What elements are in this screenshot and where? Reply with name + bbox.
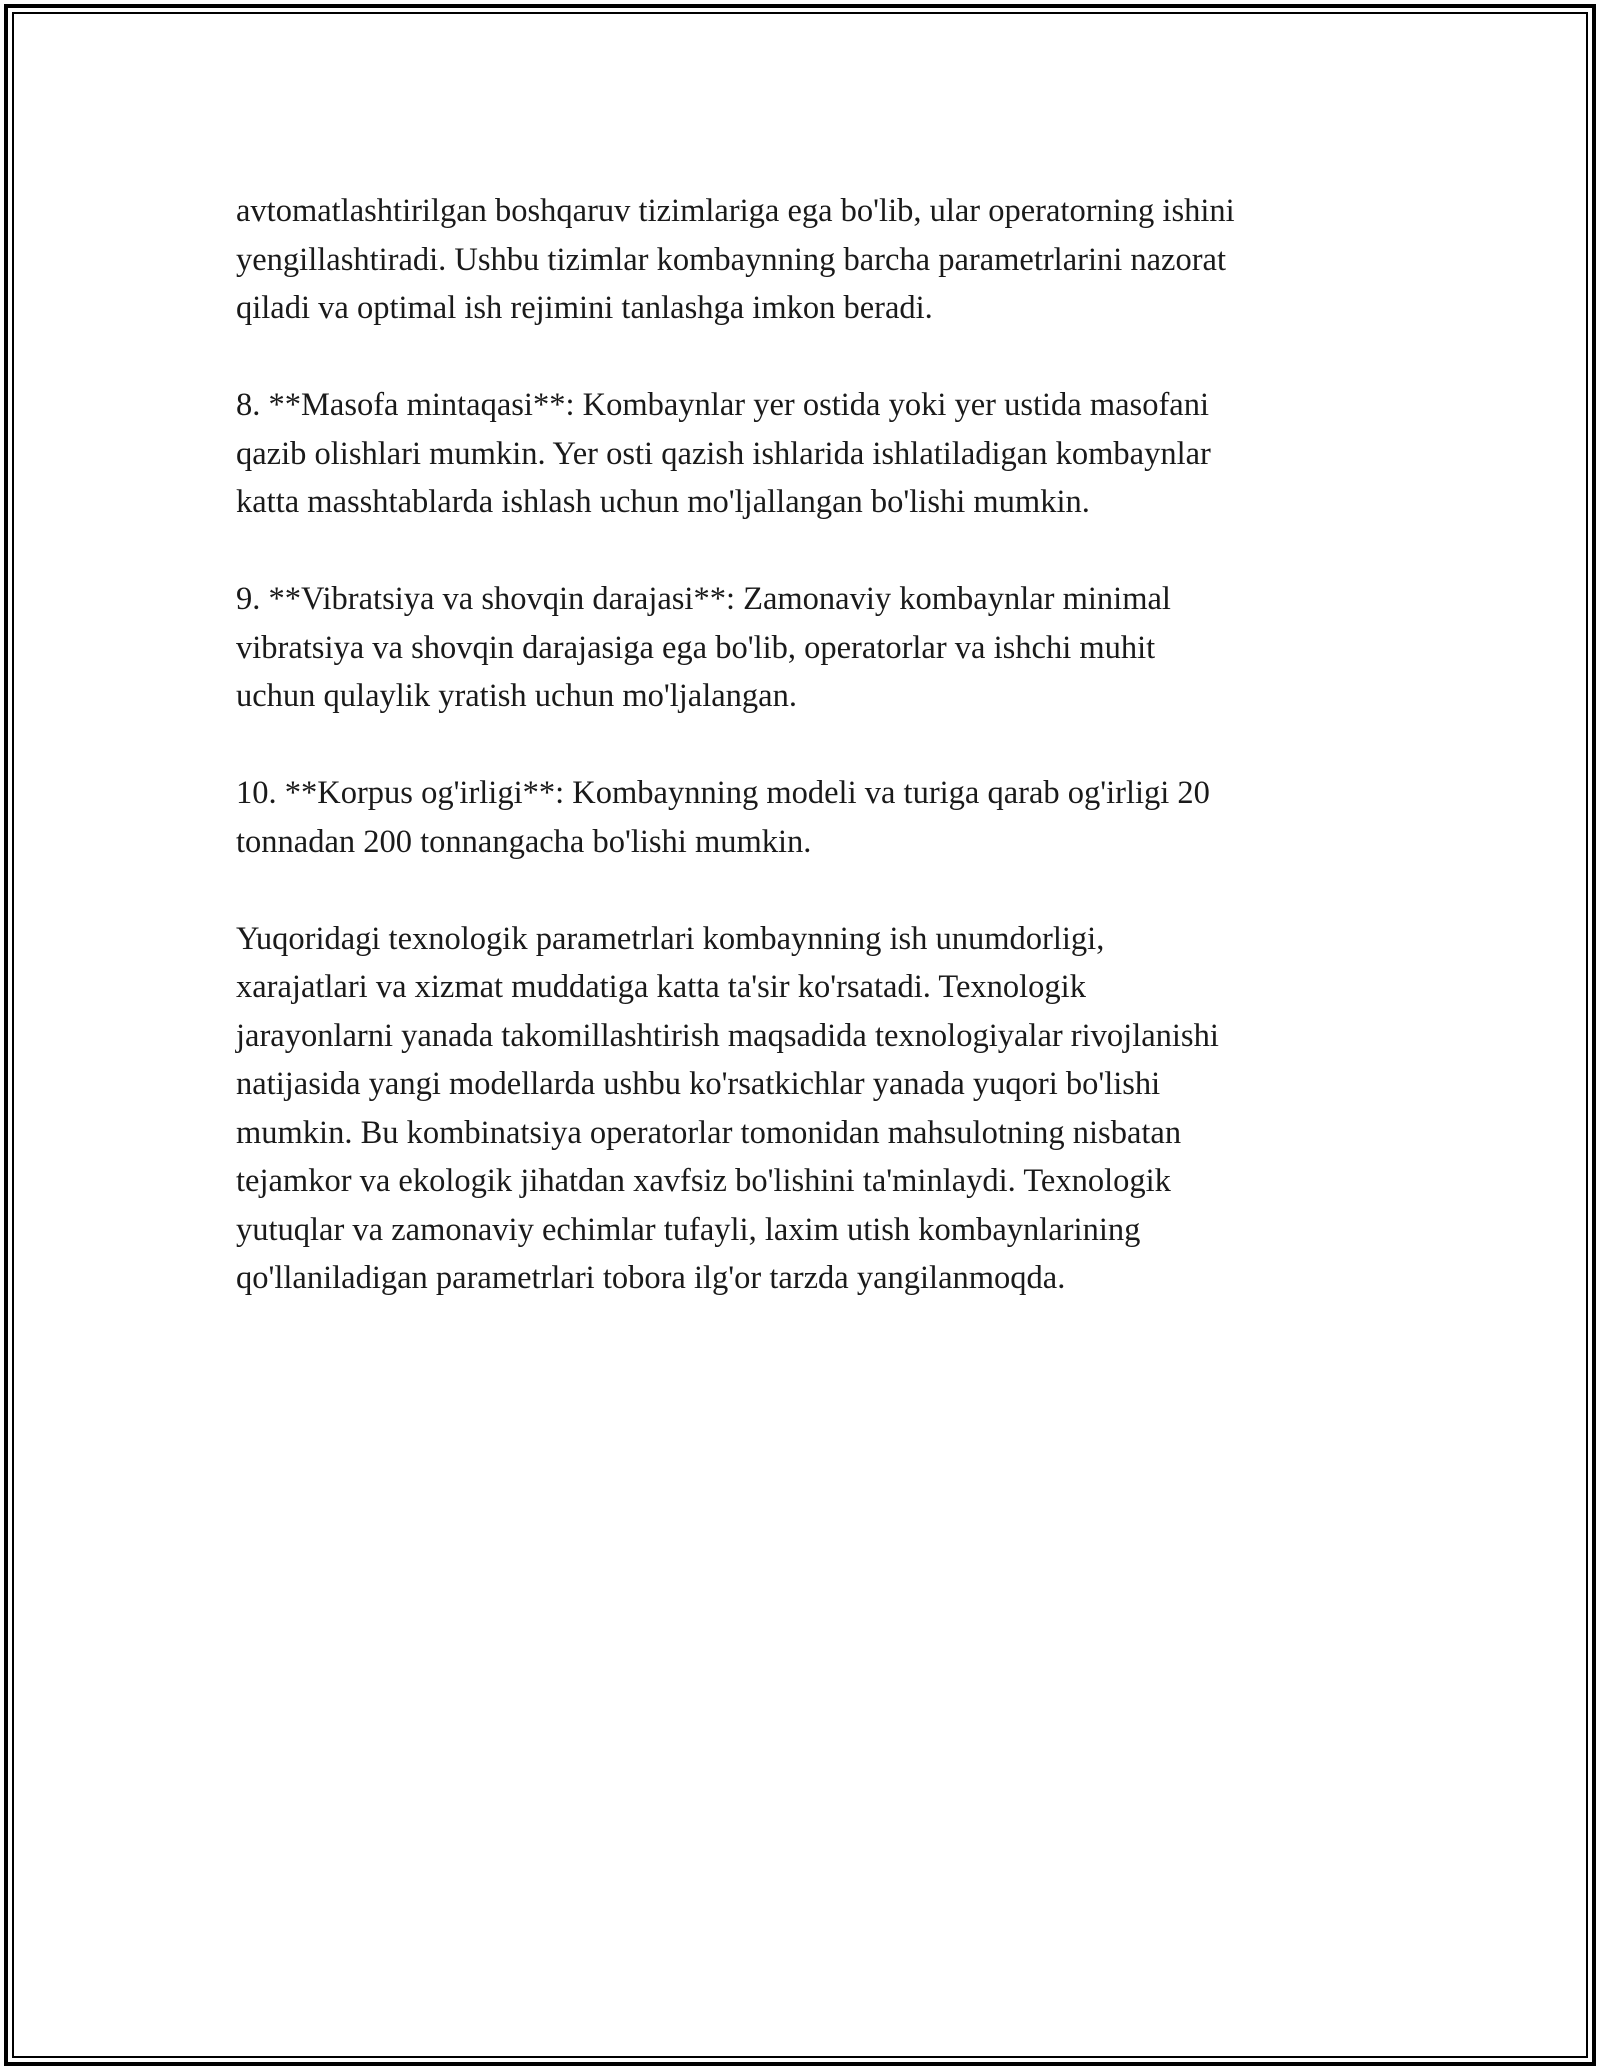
text-line: uchun qulaylik yratish uchun mo'ljalangan.	[236, 678, 797, 714]
paragraph-item-8	[236, 381, 1416, 527]
text-line: 9. **Vibratsiya va shovqin darajasi**: Zamonaviy kombaynlar minimal	[236, 581, 1171, 617]
text-line: mumkin. Bu kombinatsiya operatorlar tomonidan mahsulotning nisbatan	[236, 1114, 1182, 1151]
paragraph-conclusion	[236, 915, 1416, 1303]
document-body	[236, 187, 1416, 1303]
text-line: xarajatlari va xizmat muddatiga katta ta'sir ko'rsatadi. Texnologik	[236, 969, 1086, 1005]
text-line: 8. **Masofa mintaqasi**: Kombaynlar yer ostida yoki yer ustida masofani	[236, 387, 1209, 423]
text-line: natijasida yangi modellarda ushbu ko'rsatkichlar yanada yuqori bo'lishi	[236, 1066, 1161, 1102]
text-line: qo'llaniladigan parametrlari tobora ilg'or tarzda yangilanmoqda.	[236, 1260, 1066, 1296]
paragraph-continuation	[236, 187, 1416, 333]
text-line: avtomatlashtirilgan boshqaruv tizimlariga ega bo'lib, ular operatorning ishini	[236, 193, 1235, 229]
text-line: vibratsiya va shovqin darajasiga ega bo'lib, operatorlar va ishchi muhit	[236, 629, 1156, 666]
paragraph-item-9	[236, 575, 1416, 721]
text-line: katta masshtablarda ishlash uchun mo'ljallangan bo'lishi mumkin.	[236, 484, 1090, 520]
text-line: tejamkor va ekologik jihatdan xavfsiz bo'lishini ta'minlaydi. Texnologik	[236, 1163, 1171, 1199]
text-line: jarayonlarni yanada takomillashtirish maqsadida texnologiyalar rivojlanishi	[236, 1017, 1219, 1054]
text-line: 10. **Korpus og'irligi**: Kombaynning modeli va turiga qarab og'irligi 20	[236, 775, 1210, 811]
text-line: tonnadan 200 tonnangacha bo'lishi mumkin.	[236, 823, 812, 860]
text-line: qazib olishlari mumkin. Yer osti qazish ishlarida ishlatiladigan kombaynlar	[236, 435, 1211, 472]
text-line: Yuqoridagi texnologik parametrlari kombaynning ish unumdorligi,	[236, 920, 1105, 957]
text-line: yengillashtiradi. Ushbu tizimlar kombaynning barcha parametrlarini nazorat	[236, 241, 1227, 278]
paragraph-item-10	[236, 769, 1416, 866]
text-line: qiladi va optimal ish rejimini tanlashga imkon beradi.	[236, 290, 933, 326]
text-line: yutuqlar va zamonaviy echimlar tufayli, laxim utish kombaynlarining	[236, 1211, 1141, 1248]
